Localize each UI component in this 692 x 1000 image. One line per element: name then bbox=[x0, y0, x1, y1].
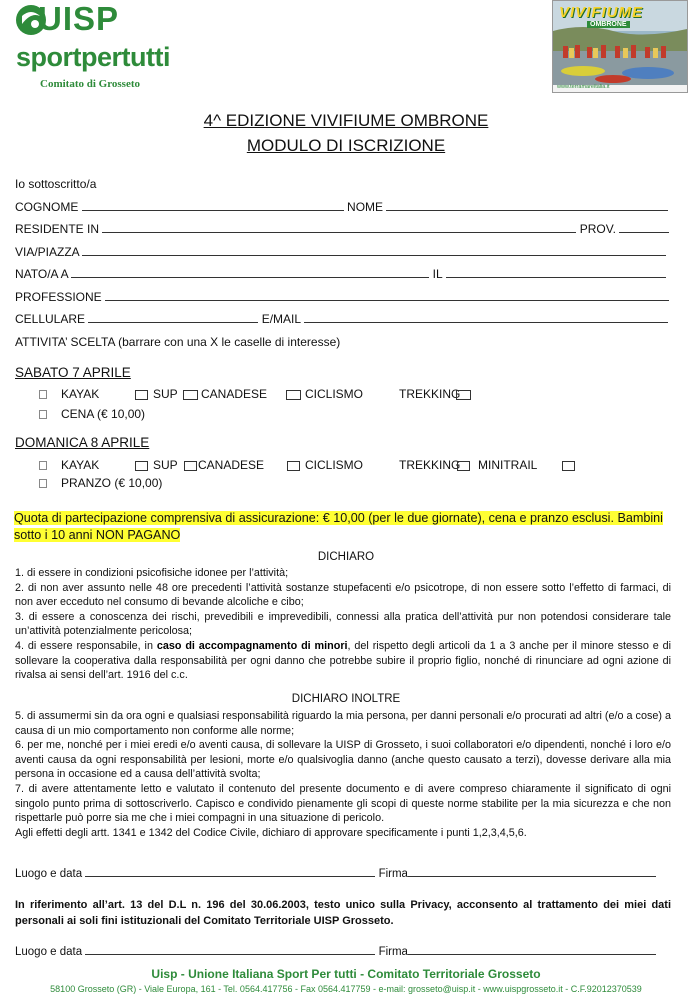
row-residente bbox=[15, 222, 669, 236]
quota-notice bbox=[14, 510, 676, 544]
sabato-cena-label: CENA (€ 10,00) bbox=[61, 407, 146, 421]
signature-row-2 bbox=[15, 944, 656, 958]
sabato-sup-checkbox[interactable] bbox=[135, 387, 148, 401]
sabato-kayak-checkbox[interactable] bbox=[39, 390, 47, 399]
quota-line-2: sotto i 10 anni NON PAGANO bbox=[14, 528, 181, 542]
domenica-canadese-checkbox[interactable] bbox=[184, 458, 197, 472]
domenica-trekking-label: TREKKING bbox=[399, 458, 461, 472]
domenica-ciclismo-checkbox[interactable] bbox=[287, 458, 300, 472]
sabato-ciclismo-label: CICLISMO bbox=[305, 387, 364, 401]
sabato-trekking-checkbox[interactable] bbox=[456, 387, 471, 401]
signature-row-1 bbox=[15, 866, 656, 880]
il-field[interactable] bbox=[446, 267, 666, 278]
sabato-cena-checkbox[interactable] bbox=[39, 407, 47, 421]
luogo-label-2: Luogo e data bbox=[15, 946, 83, 958]
cellulare-label: CELLULARE bbox=[15, 312, 86, 326]
residente-label: RESIDENTE IN bbox=[15, 222, 100, 236]
domenica-heading: DOMANICA 8 APRILE bbox=[15, 435, 150, 450]
domenica-sup-label: SUP bbox=[153, 458, 178, 472]
domenica-pranzo-label: PRANZO (€ 10,00) bbox=[61, 476, 163, 490]
domenica-kayak-label: KAYAK bbox=[61, 458, 100, 472]
luogo-label-1: Luogo e data bbox=[15, 868, 83, 880]
intro-label: Io sottoscritto/a bbox=[15, 177, 97, 191]
row-nato bbox=[15, 267, 669, 281]
sabato-heading: SABATO 7 APRILE bbox=[15, 365, 131, 380]
sabato-trekking-label: TREKKING bbox=[399, 387, 461, 401]
firma-field-2[interactable] bbox=[408, 944, 656, 955]
dichiaro-heading: DICHIARO bbox=[317, 551, 375, 563]
row-via bbox=[15, 245, 669, 259]
il-label: IL bbox=[432, 267, 443, 281]
domenica-sup-checkbox[interactable] bbox=[135, 458, 148, 472]
cognome-field[interactable] bbox=[82, 200, 344, 211]
logo-sportpertutti-text: sportpertutti bbox=[16, 42, 170, 72]
domenica-kayak-checkbox[interactable] bbox=[39, 458, 47, 472]
logo-uisp-text: UISP bbox=[38, 0, 120, 37]
firma-label-2: Firma bbox=[378, 946, 408, 958]
sabato-canadese-label: CANADESE bbox=[201, 387, 268, 401]
luogo-field-2[interactable] bbox=[85, 944, 375, 955]
nome-field[interactable] bbox=[386, 200, 668, 211]
nato-label: NATO/A A bbox=[15, 267, 68, 281]
luogo-field-1[interactable] bbox=[85, 866, 375, 877]
email-label: E/MAIL bbox=[261, 312, 301, 326]
photo-title: VIVIFIUME bbox=[559, 4, 644, 21]
residente-field[interactable] bbox=[102, 222, 576, 233]
declaration-4 bbox=[15, 639, 671, 683]
prov-label: PROV. bbox=[579, 222, 616, 236]
footer-org: Uisp - Unione Italiana Sport Per tutti - Comitato Territoriale Grosseto bbox=[151, 967, 541, 981]
agli-effetti-text: Agli effetti degli artt. 1341 e 1342 del Codice Civile, dichiaro di approvare specificamente i punti 1,2,3,4,5,6. bbox=[15, 826, 527, 839]
logo-comitato-text: Comitato di Grosseto bbox=[40, 78, 141, 90]
declaration-4-minori: caso di accompagnamento di minori bbox=[156, 639, 348, 652]
row-professione bbox=[15, 290, 669, 304]
page-subtitle: MODULO DI ISCRIZIONE bbox=[246, 136, 446, 155]
footer-contacts: 58100 Grosseto (GR) - Viale Europa, 161 - Tel. 0564.417756 - Fax 0564.417759 - e-mail: grosseto@uisp.it - www.uispgrosseto.it - C.F.92012370539 bbox=[50, 984, 642, 994]
cognome-label: COGNOME bbox=[15, 200, 79, 214]
professione-field[interactable] bbox=[105, 290, 669, 301]
domenica-canadese-label: CANADESE bbox=[198, 458, 265, 472]
declaration-4-a: 4. di essere responsabile, in bbox=[15, 639, 157, 652]
declaration-4-c: , del rispetto degli articoli da 1 a 3 anche per il minore stesso e di sollevare la cooperativa dalla responsabilità per ogni danno che potrebbe subire il proprio figlio, nonché di rinunciare ad ogni azione di rivalsa ai sensi dell’art. 1916 del c.c. bbox=[15, 639, 671, 682]
declaration-5: 5. di assumermi sin da ora ogni e qualsiasi responsabilità riguardo la mia persona, per danni personali e/o procurati ad altri (e/o a cose) a causa di un mio comportamento non conforme alle norme; bbox=[15, 710, 671, 737]
sabato-kayak bbox=[39, 387, 47, 401]
sabato-ciclismo-checkbox[interactable] bbox=[286, 387, 301, 401]
professione-label: PROFESSIONE bbox=[15, 290, 102, 304]
cellulare-field[interactable] bbox=[88, 312, 258, 323]
attivita-label: ATTIVITA’ SCELTA (barrare con una X le caselle di interesse) bbox=[15, 335, 341, 349]
sabato-kayak-label: KAYAK bbox=[61, 387, 100, 401]
domenica-minitrail-label: MINITRAIL bbox=[478, 458, 538, 472]
declaration-3: 3. di essere a conoscenza dei rischi, prevedibili e imprevedibili, connessi alla pratica dell’attività pur non potendosi considerare tale un’attività potenzialmente pericolosa; bbox=[15, 610, 671, 638]
domenica-pranzo-checkbox[interactable] bbox=[39, 476, 47, 490]
domenica-ciclismo-label: CICLISMO bbox=[305, 458, 364, 472]
dichiaro-inoltre-heading: DICHIARO INOLTRE bbox=[291, 693, 401, 705]
firma-label-1: Firma bbox=[378, 868, 408, 880]
row-cognome bbox=[15, 200, 669, 214]
sabato-canadese-checkbox[interactable] bbox=[183, 387, 198, 401]
event-photo bbox=[552, 0, 688, 93]
declarations-inoltre-block bbox=[15, 709, 671, 840]
firma-field-1[interactable] bbox=[408, 866, 656, 877]
photo-subtitle: OMBRONE bbox=[587, 21, 630, 28]
domenica-minitrail-checkbox[interactable] bbox=[562, 458, 575, 472]
via-field[interactable] bbox=[82, 245, 666, 256]
privacy-consent: In riferimento all’art. 13 del D.L n. 196 del 30.06.2003, testo unico sulla Privacy, acconsento al trattamento dei miei dati personali ai soli fini istituzionali del Comitato Territoriale UISP Grosseto. bbox=[15, 899, 671, 927]
prov-field[interactable] bbox=[619, 222, 669, 233]
row-cellulare bbox=[15, 312, 669, 326]
declaration-6: 6. per me, nonché per i miei eredi e/o aventi causa, di sollevare la UISP di Grosseto, i suoi collaboratori e/o dipendenti, nonché i loro e/o aventi causa da ogni responsabilità per lesioni, morte e/o qualsivoglia danno (anche questo causato a terzi), dovesse derivare alla mia persona in occasione ed a causa dell’attività svolta; bbox=[15, 739, 671, 781]
declaration-1: 1. di essere in condizioni psicofisiche idonee per l’attività; bbox=[15, 567, 289, 579]
page-title: 4^ EDIZIONE VIVIFIUME OMBRONE bbox=[203, 111, 489, 130]
nome-label: NOME bbox=[347, 200, 384, 214]
declaration-7: 7. di avere attentamente letto e valutato il contenuto del presente documento e di avere compreso chiaramente il significato di ogni singolo punto prima di sottoscriverlo. Capisco e condivido pienamente gli scopi di queste norme stabilite per la mia sicurezza e che non rispettarle può porre sia me che i miei compagni in una situazione di pericolo. bbox=[15, 782, 671, 825]
quota-line-1: Quota di partecipazione comprensiva di assicurazione: € 10,00 (per le due giornate), cena e pranzo esclusi. Bambini bbox=[14, 511, 663, 525]
via-label: VIA/PIAZZA bbox=[15, 245, 80, 259]
nato-field[interactable] bbox=[71, 267, 429, 278]
email-field[interactable] bbox=[304, 312, 668, 323]
photo-caption: www.terramareitalia.it bbox=[557, 84, 610, 90]
sabato-sup-label: SUP bbox=[153, 387, 178, 401]
declaration-2: 2. di non aver assunto nelle 48 ore precedenti l’attività sostanze stupefacenti e/o psicotrope, di non essere sotto l’effetto di farmaci, di non aver ecceduto nel consumo di bevande alcoliche e cibo; bbox=[15, 581, 671, 609]
declarations-block bbox=[15, 566, 671, 683]
domenica-trekking-checkbox[interactable] bbox=[457, 458, 470, 472]
